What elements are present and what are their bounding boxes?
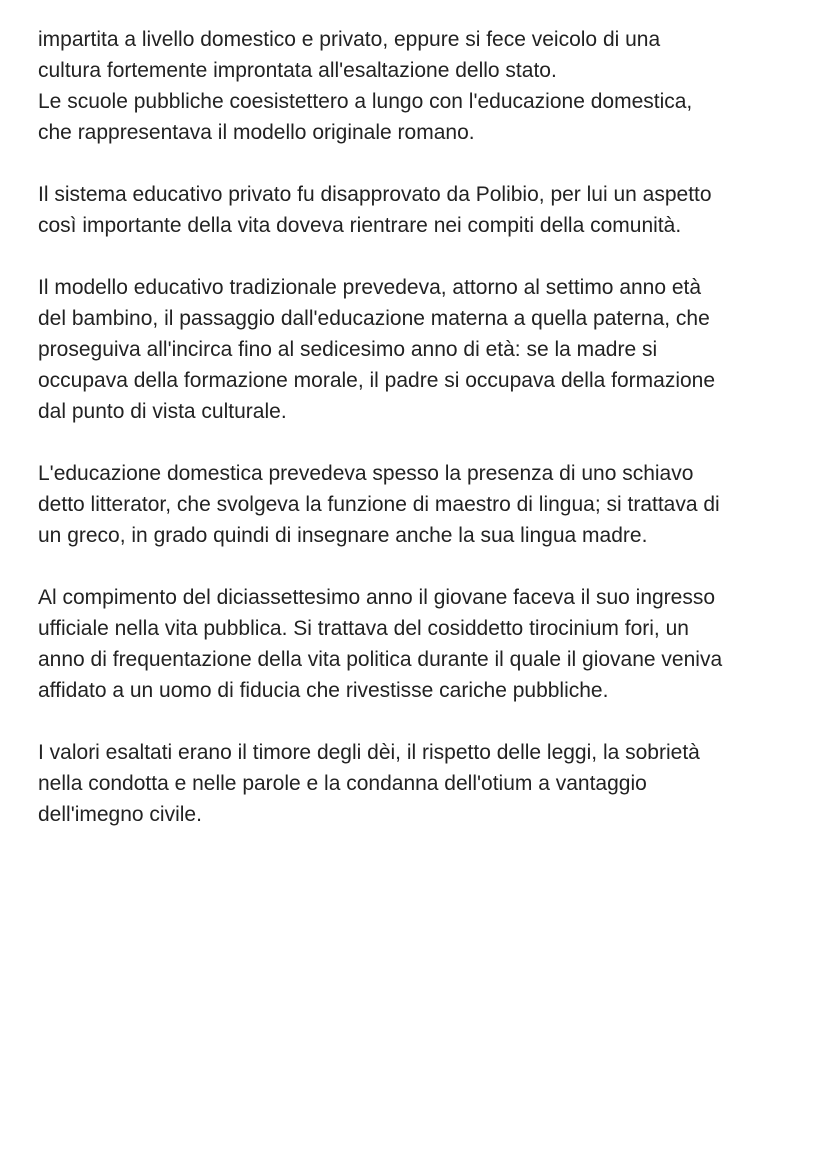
text-line: che rappresentava il modello originale romano.	[38, 121, 475, 144]
text-line: Il sistema educativo privato fu disapprovato da Polibio, per lui un aspetto	[38, 183, 712, 206]
paragraph-traditional-model	[38, 272, 808, 427]
document-page	[38, 24, 808, 861]
text-line: cultura fortemente improntata all'esaltazione dello stato.	[38, 59, 557, 82]
paragraph-tirocinium	[38, 582, 808, 706]
text-line: un greco, in grado quindi di insegnare anche la sua lingua madre.	[38, 524, 648, 547]
paragraph-values	[38, 737, 808, 830]
text-line: I valori esaltati erano il timore degli dèi, il rispetto delle leggi, la sobrietà	[38, 741, 700, 764]
paragraph-roman-schools	[38, 24, 808, 148]
text-line: L'educazione domestica prevedeva spesso la presenza di uno schiavo	[38, 462, 694, 485]
text-line: nella condotta e nelle parole e la condanna dell'otium a vantaggio	[38, 772, 647, 795]
text-line: del bambino, il passaggio dall'educazione materna a quella paterna, che	[38, 307, 710, 330]
paragraph-polibio	[38, 179, 808, 241]
text-line: impartita a livello domestico e privato, eppure si fece veicolo di una	[38, 28, 661, 51]
text-line: proseguiva all'incirca fino al sedicesimo anno di età: se la madre si	[38, 338, 658, 361]
text-line: dal punto di vista culturale.	[38, 400, 287, 423]
text-line: Al compimento del diciassettesimo anno il giovane faceva il suo ingresso	[38, 586, 716, 609]
text-line: Le scuole pubbliche coesistettero a lungo con l'educazione domestica,	[38, 90, 693, 113]
text-line: così importante della vita doveva rientrare nei compiti della comunità.	[38, 214, 682, 237]
text-line: anno di frequentazione della vita politica durante il quale il giovane veniva	[38, 648, 723, 671]
paragraph-litterator	[38, 458, 808, 551]
text-line: affidato a un uomo di fiducia che rivestisse cariche pubbliche.	[38, 679, 609, 702]
text-line: detto litterator, che svolgeva la funzione di maestro di lingua; si trattava di	[38, 493, 720, 516]
text-line: ufficiale nella vita pubblica. Si trattava del cosiddetto tirocinium fori, un	[38, 617, 689, 640]
text-line: dell'imegno civile.	[38, 803, 202, 826]
text-line: Il modello educativo tradizionale prevedeva, attorno al settimo anno età	[38, 276, 702, 299]
text-line: occupava della formazione morale, il padre si occupava della formazione	[38, 369, 716, 392]
